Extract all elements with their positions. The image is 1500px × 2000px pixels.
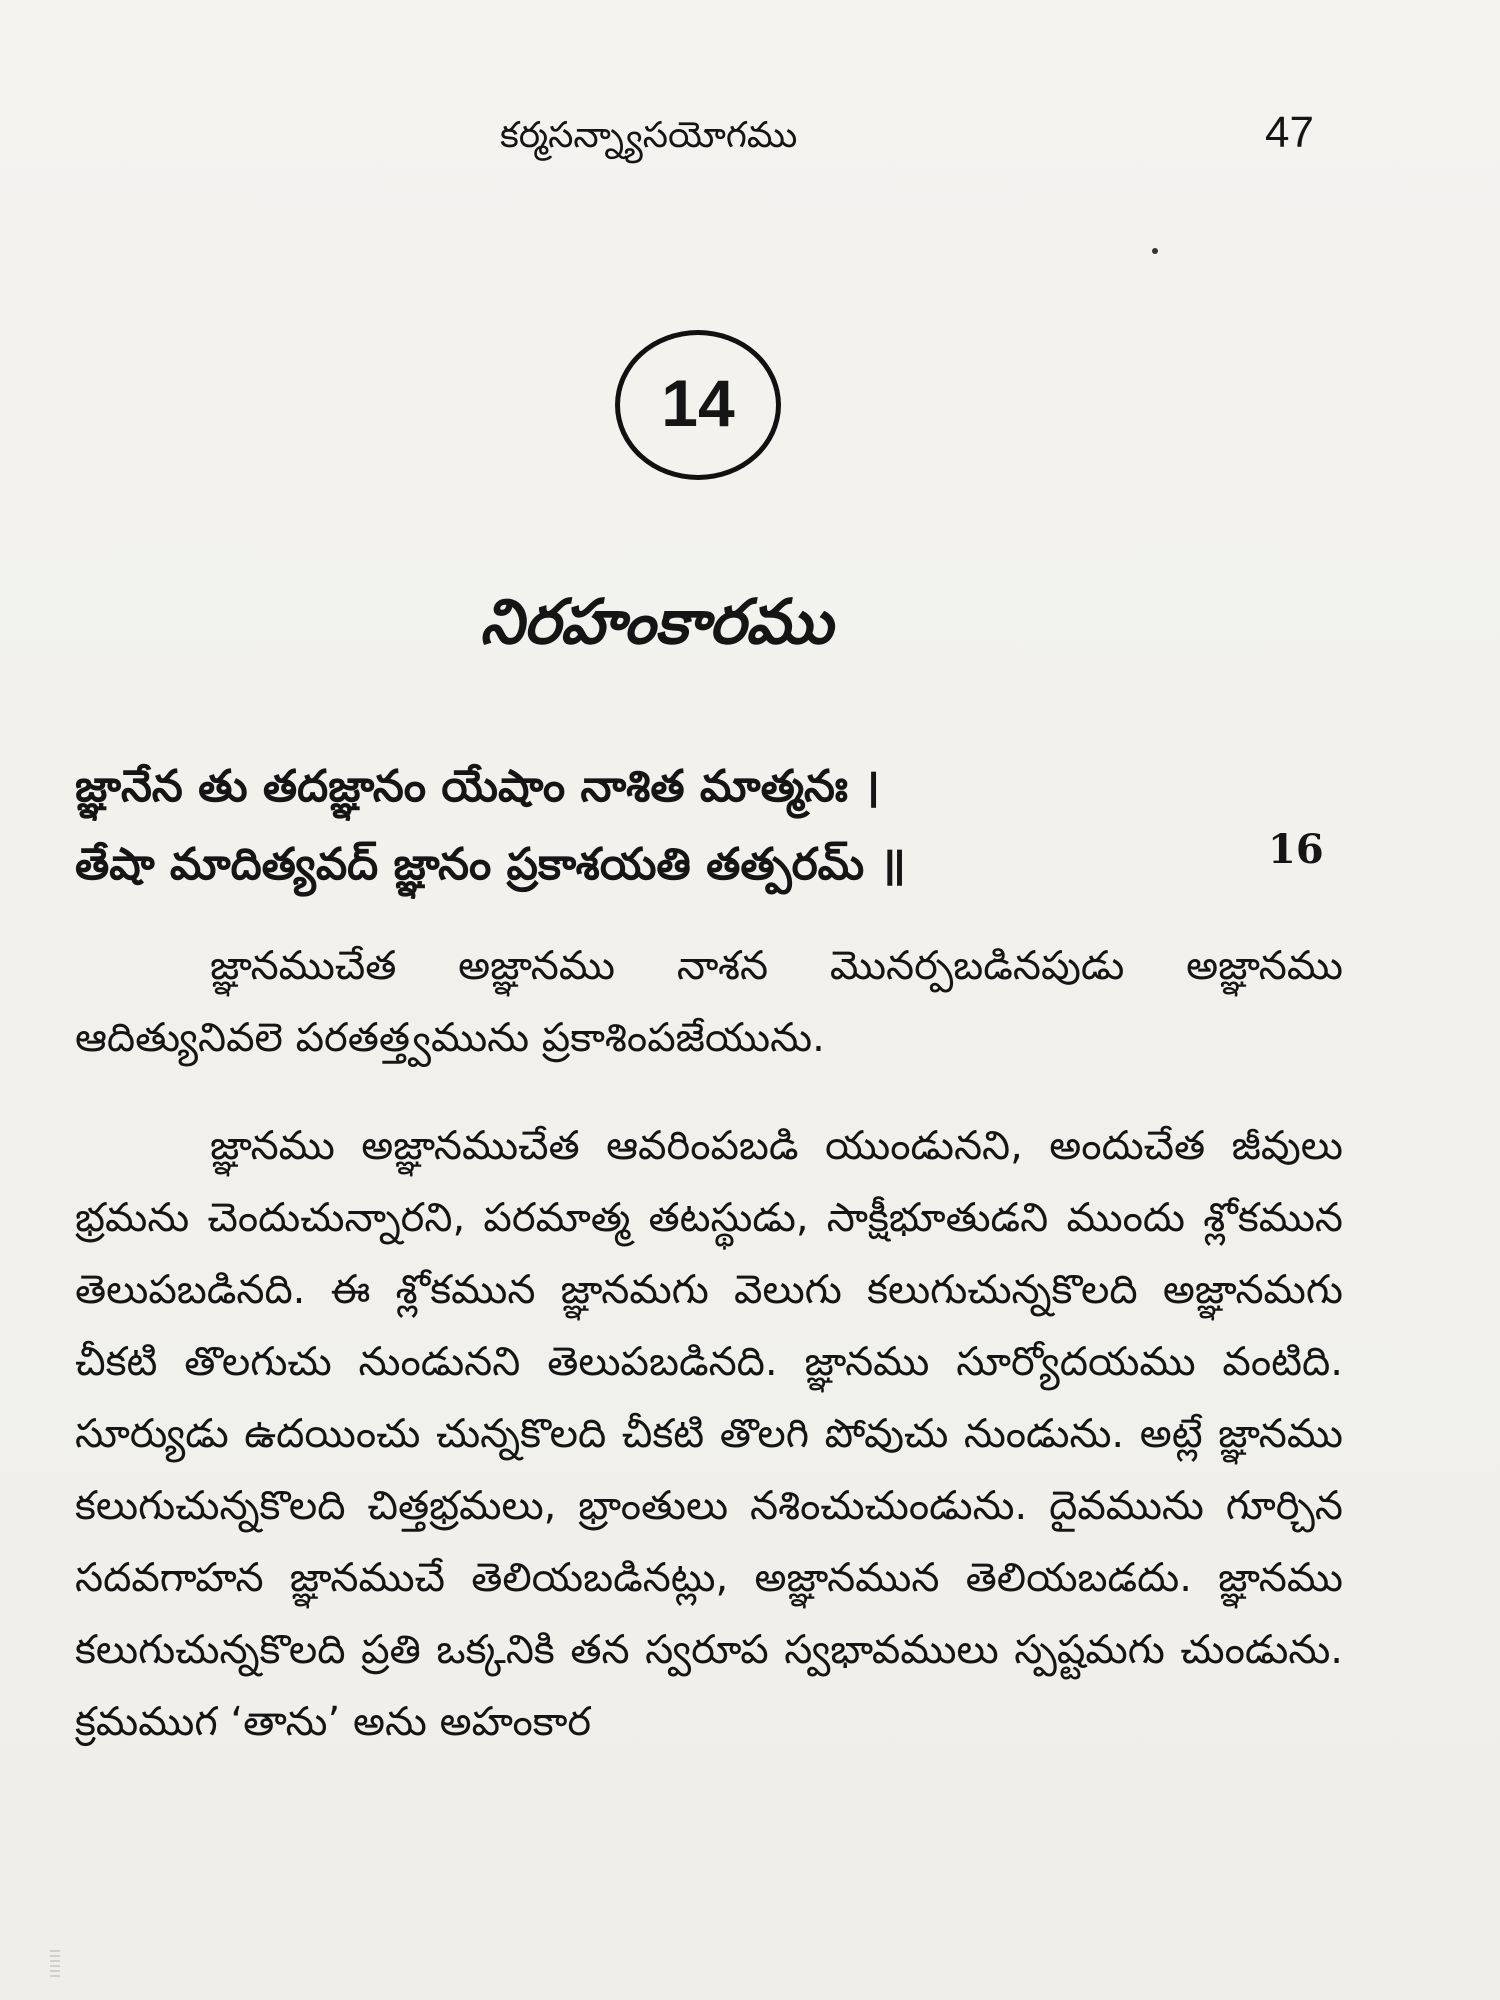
ink-dot	[1152, 248, 1158, 254]
chapter-title: నిరహంకారము	[480, 585, 833, 658]
page-number: 47	[1265, 108, 1314, 157]
paragraph-1	[75, 930, 1343, 1074]
verse-line-2: తేషా మాదిత్యవద్ జ్ఞానం ప్రకాశయతి తత్పరమ్ ॥	[75, 839, 906, 890]
paragraph-1-text: జ్ఞానముచేత అజ్ఞానము నాశన మొనర్పబడినపుడు అజ్ఞానము ఆదిత్యునివలె పరతత్త్వమును ప్రకాశింపజేయును.	[75, 943, 1343, 1061]
paragraph-2	[75, 1110, 1343, 1758]
margin-mark	[50, 1950, 60, 1980]
verse-line-1: జ్ఞానేన తు తదజ్ఞానం యేషాం నాశిత మాత్మనః ।	[75, 761, 880, 812]
verse-block	[75, 748, 1345, 904]
paragraph-2-text: జ్ఞానము అజ్ఞానముచేత ఆవరింపబడి యుండునని, అందుచేత జీవులు భ్రమను చెందుచున్నారని, పరమాత్మ తటస్థుడు, సాక్షీభూతుడని ముందు శ్లోకమున తెలుపబడినది. ఈ శ్లోకమున జ్ఞానమగు వెలుగు కలుగుచున్నకొలది అజ్ఞానమగు చీకటి తొలగుచు నుండునని తెలుపబడినది. జ్ఞానము సూర్యోదయము వంటిది. సూర్యుడు ఉదయించు చున్నకొలది చీకటి తొలగి పోవుచు నుండును. అట్లే జ్ఞానము కలుగుచున్నకొలది చిత్తభ్రమలు, భ్రాంతులు నశించుచుండును. దైవమును గూర్చిన సదవగాహన జ్ఞానముచే తెలియబడినట్లు, అజ్ఞానమున తెలియబడదు. జ్ఞానము కలుగుచున్నకొలది ప్రతి ఒక్కనికి తన స్వరూప స్వభావములు స్పష్టమగు చుండును. క్రమముగ ‘తాను’ అను అహంకార	[75, 1123, 1343, 1745]
running-title: కర్మసన్న్యాసయోగము	[500, 115, 798, 156]
verse-number: 16	[1268, 826, 1324, 873]
chapter-number: 14	[661, 366, 735, 440]
chapter-number-circle	[615, 330, 781, 480]
